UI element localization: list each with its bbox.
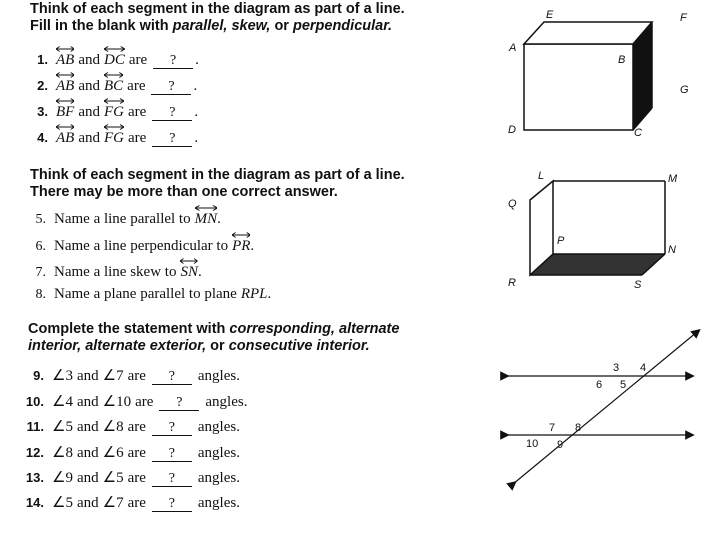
line-symbol: AB — [56, 124, 74, 147]
answer-blank[interactable]: ? — [152, 106, 192, 121]
question-row: 5. Name a line parallel to MN. — [18, 205, 221, 228]
box-label-s: S — [634, 279, 642, 291]
angle-label-4: 4 — [640, 362, 647, 374]
line-symbol: MN — [195, 205, 218, 228]
question-number: 6. — [35, 239, 46, 254]
question-number: 2. — [37, 78, 48, 93]
angle-a: ∠9 — [52, 470, 73, 486]
answer-blank[interactable]: ? — [152, 472, 192, 487]
question-row: 4. AB and FG are ? . — [22, 124, 198, 147]
angle-label-5: 5 — [620, 379, 627, 391]
cube-label-e: E — [546, 9, 554, 21]
angle-label-9: 9 — [557, 439, 564, 451]
question-text: Name a plane parallel to plane — [54, 286, 237, 302]
question-text: Name a line skew to — [54, 264, 177, 280]
line-symbol: BF — [56, 98, 74, 121]
line-symbol: DC — [104, 46, 125, 69]
question-row: 9. ∠3 and ∠7 are ? angles. — [10, 366, 240, 385]
question-row: 13. ∠9 and ∠5 are ? angles. — [10, 468, 240, 487]
answer-blank[interactable]: ? — [152, 447, 192, 462]
angle-label-3: 3 — [613, 362, 620, 374]
question-number: 7. — [35, 265, 46, 280]
angle-b: ∠5 — [102, 470, 124, 486]
line-symbol: FG — [104, 124, 124, 147]
angle-b: ∠7 — [102, 368, 124, 384]
question-number: 13. — [25, 470, 44, 485]
question-number: 4. — [37, 130, 48, 145]
question-number: 14. — [25, 495, 44, 510]
line-symbol: FG — [104, 98, 124, 121]
line-symbol: AB — [56, 72, 74, 95]
question-row: 14. ∠5 and ∠7 are ? angles. — [10, 493, 240, 512]
section3-heading-line1: Complete the statement with corresponding, alternate — [28, 321, 400, 337]
answer-blank[interactable]: ? — [152, 497, 192, 512]
cube-label-d: D — [508, 124, 516, 136]
question-row: 12. ∠8 and ∠6 are ? angles. — [10, 443, 240, 462]
cube-label-g: G — [680, 84, 689, 96]
question-row: 1. AB and DC are ? . — [22, 46, 199, 69]
line-symbol: SN — [180, 258, 198, 281]
question-number: 10. — [25, 394, 44, 409]
answer-blank[interactable]: ? — [152, 421, 192, 436]
answer-blank[interactable]: ? — [159, 396, 199, 411]
cube-label-b: B — [618, 54, 626, 66]
line-symbol: AB — [56, 46, 74, 69]
line-symbol: PR — [232, 232, 250, 255]
question-number: 11. — [26, 419, 44, 434]
angle-b: ∠6 — [102, 445, 124, 461]
box-label-n: N — [668, 244, 676, 256]
question-row: 7. Name a line skew to SN. — [18, 258, 202, 281]
box-label-p: P — [557, 235, 565, 247]
section1-heading-line1: Think of each segment in the diagram as part of a line. — [30, 1, 405, 17]
box-label-r: R — [508, 277, 516, 289]
answer-blank[interactable]: ? — [152, 370, 192, 385]
section3-heading-line2: interior, alternate exterior, or consecutive interior. — [28, 338, 370, 354]
angle-a: ∠8 — [52, 445, 73, 461]
angle-a: ∠4 — [52, 394, 73, 410]
angle-label-8: 8 — [575, 422, 582, 434]
question-row: 2. AB and BC are ? . — [22, 72, 197, 95]
answer-blank[interactable]: ? — [152, 132, 192, 147]
box-label-q: Q — [508, 198, 517, 210]
section2-heading-line1: Think of each segment in the diagram as part of a line. — [30, 167, 405, 183]
question-number: 1. — [37, 52, 48, 67]
question-number: 9. — [33, 368, 44, 383]
box-label-l: L — [538, 170, 545, 182]
cube-label-f: F — [680, 12, 687, 24]
cube-label-a: A — [509, 42, 517, 54]
angle-b: ∠8 — [102, 419, 124, 435]
cube-label-c: C — [634, 127, 642, 139]
angle-b: ∠7 — [102, 495, 124, 511]
question-row: 3. BF and FG are ? . — [22, 98, 198, 121]
line-symbol: BC — [104, 72, 123, 95]
question-text: Name a line parallel to — [54, 211, 191, 227]
question-number: 5. — [35, 212, 46, 227]
plane-name: RPL — [240, 286, 268, 302]
answer-blank[interactable]: ? — [153, 54, 193, 69]
angle-label-7: 7 — [549, 422, 556, 434]
angle-b: ∠10 — [102, 394, 132, 410]
question-text: Name a line perpendicular to — [54, 238, 229, 254]
angle-a: ∠5 — [52, 419, 73, 435]
section1-heading-line2: Fill in the blank with parallel, skew, or perpendicular. — [30, 18, 393, 34]
question-row: 6. Name a line perpendicular to PR. — [18, 232, 254, 255]
box-label-m: M — [668, 173, 678, 185]
question-row: 11. ∠5 and ∠8 are ? angles. — [10, 417, 240, 436]
angle-a: ∠3 — [52, 368, 73, 384]
question-number: 12. — [25, 445, 44, 460]
question-row: 8. Name a plane parallel to plane RPL. — [18, 285, 271, 303]
angle-label-10: 10 — [526, 438, 539, 450]
section2-heading-line2: There may be more than one correct answer. — [30, 184, 338, 200]
angle-a: ∠5 — [52, 495, 73, 511]
answer-blank[interactable]: ? — [151, 80, 191, 95]
question-number: 3. — [37, 104, 48, 119]
question-number: 8. — [35, 287, 46, 302]
question-row: 10. ∠4 and ∠10 are ? angles. — [10, 392, 247, 411]
angle-label-6: 6 — [596, 379, 603, 391]
